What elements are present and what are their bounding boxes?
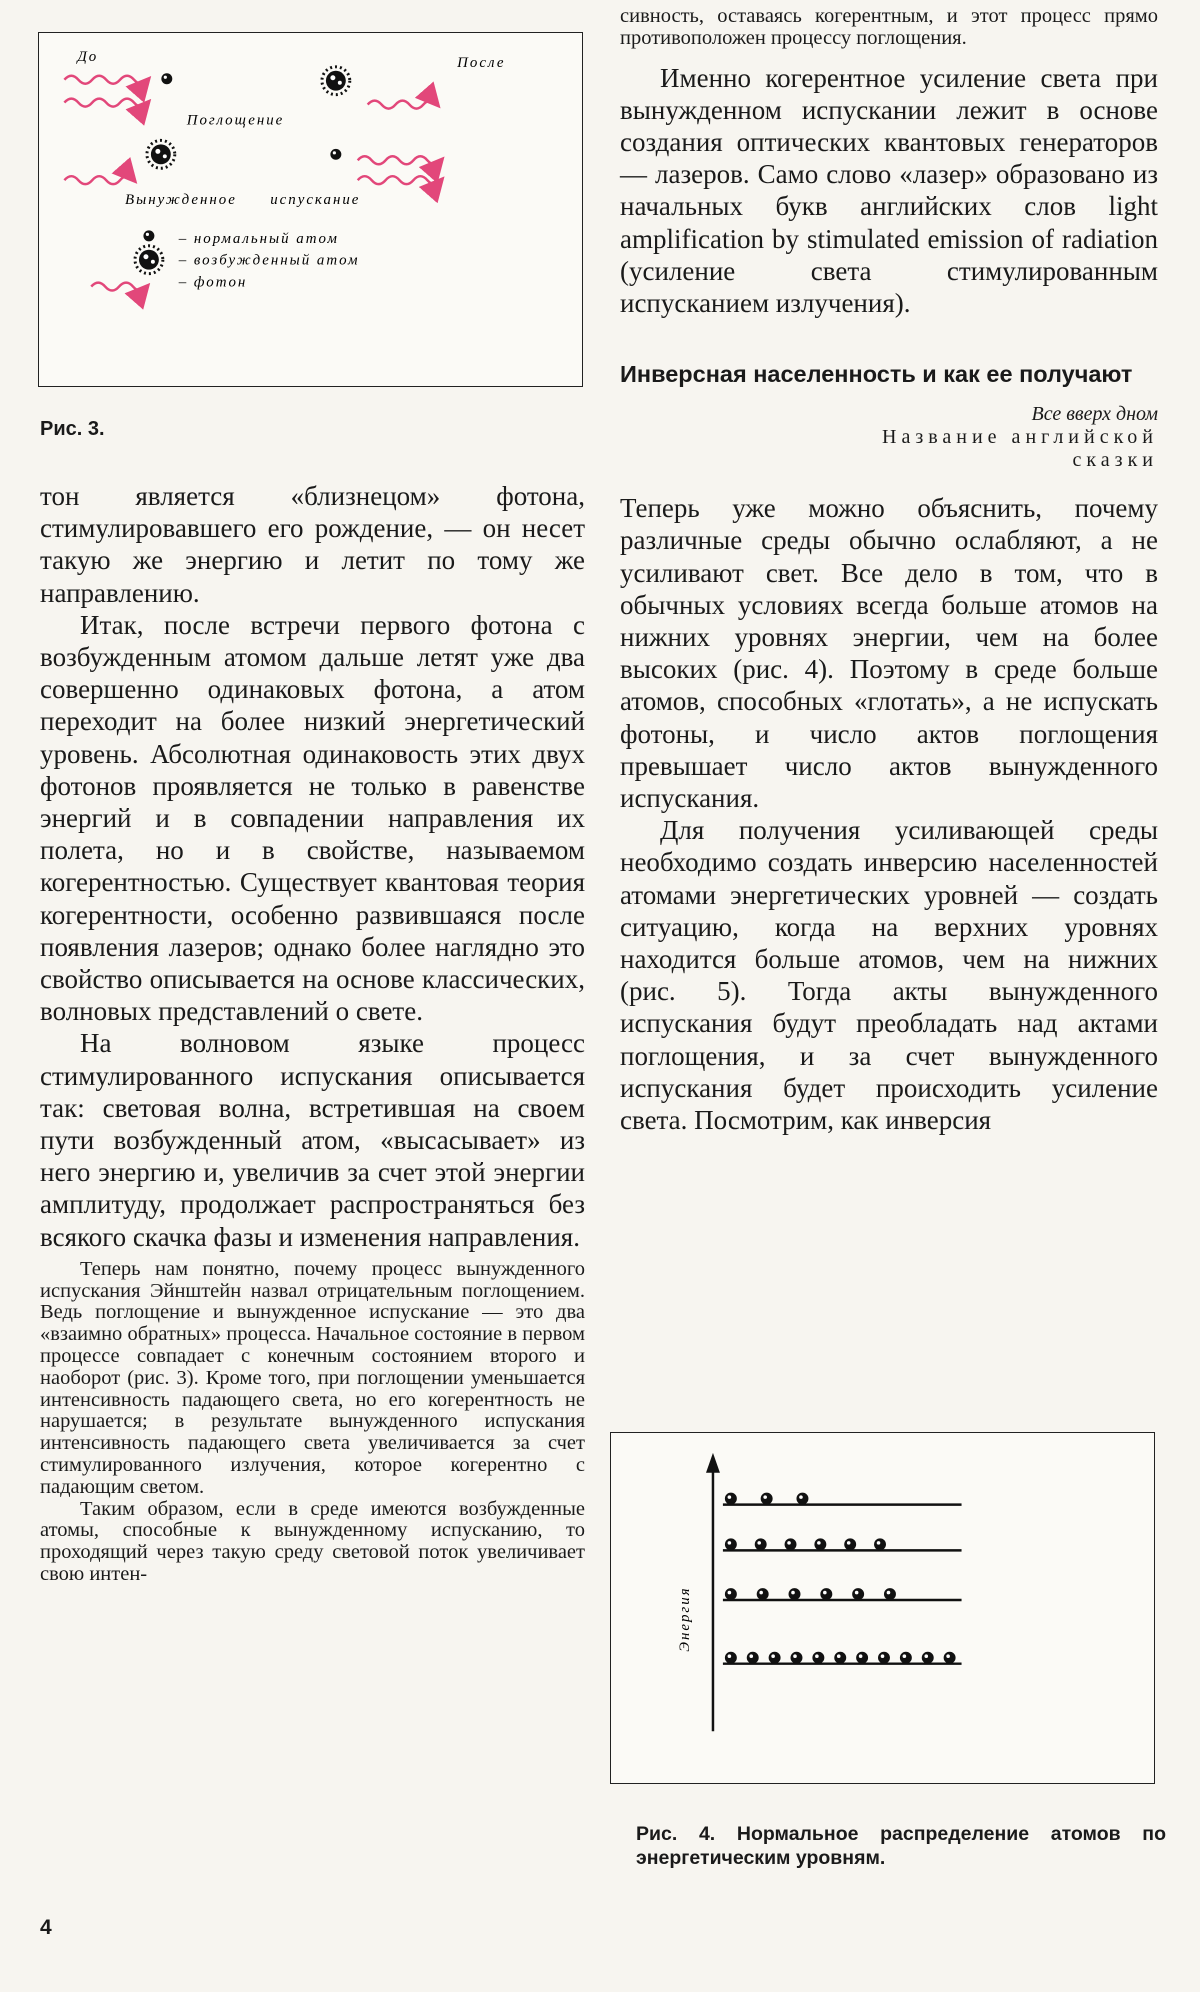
left-small-paragraph-1: Теперь нам понятно, почему процесс вынужденного испускания Эйнштейн назвал отрицательным поглощением. Ведь поглощение и вынужденное испускание — это два «взаимно обратных» процесса. Начальное состояние в первом процессе совпадает с конечным состоянием второго и наоборот (рис. 3). Кроме того, при поглощении уменьшается интенсивность падающего света, но его когерентность не нарушается; в результате вынужденного испускания интенсивность падающего света увеличивается за счет стимулированного излучения, которое когерентно с падающим светом. xyxy=(40,1257,585,1498)
level-3-atom xyxy=(844,1538,856,1550)
photon-wave-3 xyxy=(368,101,438,109)
excited-atom-before xyxy=(147,140,175,168)
level-1-atom xyxy=(812,1652,824,1664)
figure-4 xyxy=(610,1432,1155,1784)
level-1-atom xyxy=(900,1652,912,1664)
label-stimulated: Вынужденное xyxy=(125,192,237,209)
figure-3 xyxy=(38,32,583,387)
right-paragraph-1: Именно когерентное усиление света при вынужденном испускании лежит в основе создания оптических квантовых генераторов — лазеров. Само слово «лазер» образовано из начальных букв английских слов light amplification by stimulated emission of radiation (усиление света стимулированным испусканием излучения). xyxy=(620,62,1158,319)
level-1-atom-highlight xyxy=(903,1654,907,1658)
right-small-paragraph-1: сивность, оставаясь когерентным, и этот процесс прямо противоположен процессу поглощения. xyxy=(620,5,1158,49)
figure-3-caption: Рис. 3. xyxy=(40,418,105,440)
figure-3-diagram xyxy=(39,33,582,386)
label-emission: испускание xyxy=(270,192,361,209)
level-1-atom-highlight xyxy=(793,1654,797,1658)
level-1-atom xyxy=(747,1652,759,1664)
right-column xyxy=(620,0,1158,1136)
energy-axis-arrow-icon xyxy=(706,1453,720,1473)
legend-normal-atom-icon xyxy=(143,230,154,241)
level-3-atom-highlight xyxy=(877,1541,881,1545)
level-3-atom xyxy=(814,1538,826,1550)
epigraph-source-line-2: сказки xyxy=(1072,449,1158,472)
level-1-atom xyxy=(878,1652,890,1664)
level-3-atom-highlight xyxy=(817,1541,821,1545)
epigraph xyxy=(620,403,1158,472)
level-2-atom xyxy=(789,1588,801,1600)
level-1-atom-highlight xyxy=(771,1654,775,1658)
level-3-atom xyxy=(874,1538,886,1550)
level-3-atom xyxy=(785,1538,797,1550)
level-1-atom-highlight xyxy=(728,1654,732,1658)
level-3-atom xyxy=(755,1538,767,1550)
level-1-atom-highlight xyxy=(859,1654,863,1658)
label-after: После xyxy=(457,54,506,71)
level-1-atom xyxy=(944,1652,956,1664)
legend-photon: – фотон xyxy=(178,274,248,291)
left-paragraph-2: Итак, после встречи первого фотона с возбужденным атомом дальше летят уже два совершенно одинаковых фотона, а атом переходит на более низкий энергетический уровень. Абсолютная одинаковость этих двух фотонов проявляется не только в равенстве энергий и в совпадении направления их полета, но и в свойстве, называемом когерентностью. Существует квантовая теория когерентности, особенно развившаяся после появления лазеров; однако более наглядно это свойство описывается на основе классических, волновых представлений о свете. xyxy=(40,609,585,1027)
level-4-atom-highlight xyxy=(763,1495,767,1499)
level-4-atom xyxy=(796,1493,808,1505)
legend-normal: – нормальный атом xyxy=(178,230,339,247)
section-heading: Инверсная населенность и как ее получают xyxy=(620,361,1133,388)
normal-atom-before xyxy=(161,73,172,84)
level-4-atom xyxy=(761,1493,773,1505)
level-3-atom-highlight xyxy=(728,1541,732,1545)
level-2-atom xyxy=(725,1588,737,1600)
energy-levels xyxy=(723,1493,962,1664)
level-1-atom xyxy=(791,1652,803,1664)
level-3-atom xyxy=(725,1538,737,1550)
section-paragraph-2: Для получения усиливающей среды необходимо создать инверсию населенностей атомами энергетических уровней — создать ситуацию, когда на верхних уровнях находится больше атомов, чем на нижних (рис. 5). Тогда акты вынужденного испускания будут преобладать над актами поглощения, и за счет вынужденного испускания будет происходить усиление света. Посмотрим, как инверсия xyxy=(620,815,1158,1136)
level-2-atom-highlight xyxy=(855,1591,859,1595)
legend-photon-icon xyxy=(91,283,147,291)
figure-4-diagram xyxy=(611,1433,1154,1783)
level-1-atom xyxy=(725,1652,737,1664)
level-1-atom xyxy=(769,1652,781,1664)
photon-wave-4 xyxy=(64,176,134,184)
photon-wave-5 xyxy=(358,156,442,164)
level-3-atom-highlight xyxy=(757,1541,761,1545)
left-paragraph-1: тон является «близнецом» фотона, стимулировавшего его рождение, — он несет такую же энергию и летит по тому же направлению. xyxy=(40,481,585,608)
level-3-atom-highlight xyxy=(787,1541,791,1545)
legend-excited: – возбужденный атом xyxy=(178,252,360,269)
legend-excited-atom-icon xyxy=(135,246,163,274)
level-2-atom-highlight xyxy=(759,1591,763,1595)
label-before: До xyxy=(77,48,99,65)
level-2-atom xyxy=(820,1588,832,1600)
photon-wave-2 xyxy=(64,99,148,107)
left-small-paragraph-2: Таким образом, если в среде имеются возбужденные атомы, способные к вынужденному испусканию, то проходящий через такую среду световой поток увеличивает свою интен- xyxy=(40,1497,585,1586)
level-1-atom xyxy=(856,1652,868,1664)
level-4-atom xyxy=(725,1493,737,1505)
figure-4-caption: Рис. 4. Нормальное распределение атомов по энергетическим уровням. xyxy=(636,1823,1166,1869)
level-3-atom-highlight xyxy=(847,1541,851,1545)
level-4-atom-highlight xyxy=(728,1495,732,1499)
level-1-atom-highlight xyxy=(924,1654,928,1658)
photon-wave-1 xyxy=(64,76,148,84)
level-1-atom-highlight xyxy=(815,1654,819,1658)
left-paragraph-3: На волновом языке процесс стимулированного испускания описывается так: световая волна, встретившая на своем пути возбужденный атом, «высасывает» из него энергию и, увеличив за счет этой энергии амплитуду, продолжает распространяться без всякого скачка фазы и изменения направления. xyxy=(40,1028,585,1252)
level-2-atom-highlight xyxy=(887,1591,891,1595)
label-absorption: Поглощение xyxy=(186,112,285,129)
level-4-atom-highlight xyxy=(799,1495,803,1499)
normal-atom-after xyxy=(330,149,341,160)
level-1-atom xyxy=(922,1652,934,1664)
level-2-atom xyxy=(852,1588,864,1600)
level-1-atom xyxy=(834,1652,846,1664)
level-1-atom-highlight xyxy=(946,1654,950,1658)
level-2-atom xyxy=(757,1588,769,1600)
page-number: 4 xyxy=(40,1916,52,1939)
left-column xyxy=(40,480,585,1586)
section-paragraph-1: Теперь уже можно объяснить, почему различные среды обычно ослабляют, а не усиливают свет. Все дело в том, что в обычных условиях всегда больше атомов на нижних уровнях энергии, чем на более высоких (рис. 4). Поэтому в среде больше атомов, способных «глотать», а не испускать фотоны, и число актов поглощения превышает число актов вынужденного испускания. xyxy=(620,493,1158,814)
level-1-atom-highlight xyxy=(881,1654,885,1658)
epigraph-source-line-1: Название английской xyxy=(882,426,1158,449)
level-2-atom-highlight xyxy=(791,1591,795,1595)
level-1-atom-highlight xyxy=(749,1654,753,1658)
level-2-atom xyxy=(884,1588,896,1600)
energy-axis-label: Энергия xyxy=(677,1586,694,1652)
level-2-atom-highlight xyxy=(728,1591,732,1595)
photon-wave-6 xyxy=(358,176,442,184)
level-1-atom-highlight xyxy=(837,1654,841,1658)
excited-atom-after xyxy=(322,67,350,95)
level-2-atom-highlight xyxy=(823,1591,827,1595)
epigraph-quote: Все вверх дном xyxy=(1031,403,1158,426)
